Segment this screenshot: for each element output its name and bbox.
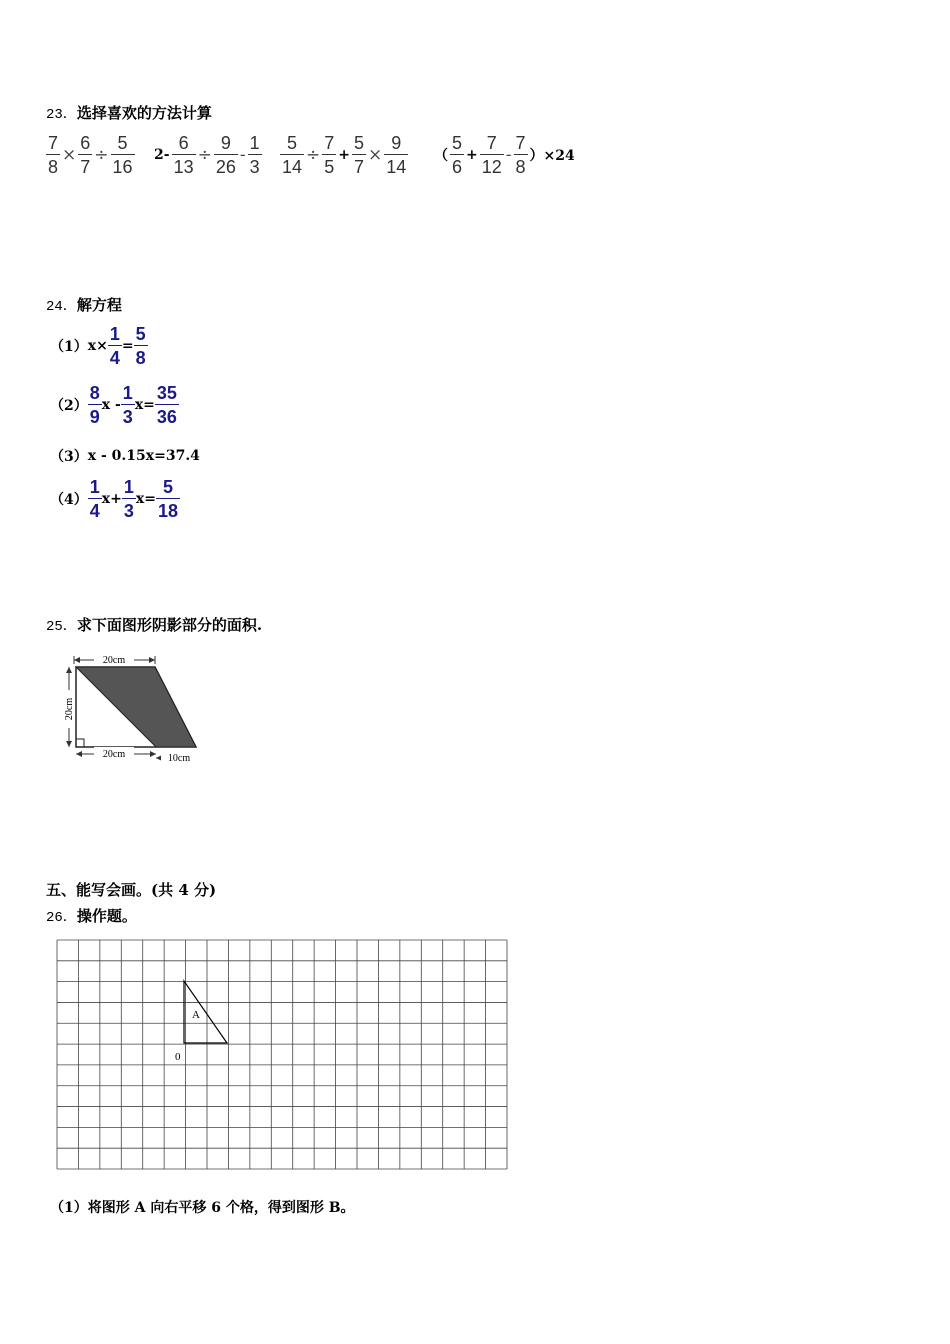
- origin-label: 0: [175, 1051, 181, 1063]
- equation-1: [50, 325, 148, 367]
- fraction: $\frac{35}{36}$: [156, 383, 177, 427]
- operator: ÷: [306, 145, 321, 165]
- equation-text: x=: [134, 397, 155, 413]
- q23-expr-3: [280, 134, 408, 176]
- equation-text: =: [121, 338, 134, 354]
- fraction: $\frac{1}{3}$: [123, 477, 134, 521]
- open-paren: （: [434, 148, 448, 164]
- q23-expr-4: [432, 134, 577, 176]
- q24-title: [46, 294, 122, 315]
- section-5-title: 五、能写会画。(共 4 分): [46, 881, 217, 899]
- fraction: $\frac{7}{5}$: [324, 133, 335, 177]
- q23-expr-2: [152, 134, 262, 176]
- equation-text: x×: [87, 338, 108, 354]
- fraction: $\frac{5}{6}$: [452, 133, 463, 177]
- equation-label: （3）: [50, 449, 88, 465]
- operator: +: [466, 147, 478, 163]
- fraction: $\frac{9}{14}$: [386, 133, 407, 177]
- operator: +: [338, 147, 351, 163]
- operator: ×: [368, 145, 383, 165]
- q26-number: 26．: [46, 910, 77, 926]
- equation-2: [50, 384, 179, 426]
- fraction: $\frac{7}{8}$: [515, 133, 526, 177]
- fraction: $\frac{5}{16}$: [112, 133, 133, 177]
- extension-length-label: 10cm: [167, 753, 191, 764]
- left-length-label: 20cm: [64, 697, 75, 721]
- fraction: $\frac{9}{26}$: [215, 133, 236, 177]
- expression-prefix: 2-: [154, 147, 170, 163]
- operator: ×: [62, 145, 77, 165]
- trapezoid-figure: [60, 650, 210, 768]
- q26-subquestion-1: （1）将图形 A 向右平移 6 个格，得到图形 B。: [50, 1200, 355, 1216]
- q26-text: 操作题。: [76, 907, 137, 925]
- fraction: $\frac{6}{13}$: [173, 133, 194, 177]
- q23-number: 23．: [46, 107, 77, 123]
- equation-text: x - 0.15x=37.4: [87, 448, 200, 464]
- equation-text: x+: [101, 491, 122, 507]
- top-length-label: 20cm: [102, 655, 126, 666]
- operator: -: [505, 145, 512, 165]
- fraction: $\frac{5}{7}$: [354, 133, 365, 177]
- equation-label: （2）: [50, 398, 88, 414]
- fraction: $\frac{5}{14}$: [282, 133, 303, 177]
- fraction: $\frac{1}{4}$: [89, 477, 100, 521]
- operator: ÷: [197, 145, 212, 165]
- equation-text: x=: [135, 491, 156, 507]
- grid-lines: [57, 940, 507, 1169]
- equation-label: （1）: [50, 339, 88, 355]
- q25-text: 求下面图形阴影部分的面积.: [76, 616, 263, 634]
- fraction: $\frac{8}{9}$: [89, 383, 100, 427]
- shape-a-triangle: [184, 981, 227, 1043]
- q23-expr-1: [46, 134, 135, 176]
- close-paren-multiplier: ）×24: [529, 148, 575, 164]
- shape-a-label: A: [192, 1009, 200, 1021]
- operator: -: [239, 145, 246, 165]
- equation-label: （4）: [50, 492, 88, 508]
- equation-4: [50, 478, 180, 520]
- equation-text: x -: [101, 397, 121, 413]
- fraction: $\frac{1}{3}$: [249, 133, 260, 177]
- q23-text: 选择喜欢的方法计算: [76, 104, 212, 122]
- q25-number: 25．: [46, 619, 77, 635]
- fraction: $\frac{5}{18}$: [157, 477, 178, 521]
- square-grid: [56, 939, 508, 1170]
- bottom-length-label: 20cm: [102, 749, 126, 760]
- fraction: $\frac{5}{8}$: [135, 324, 146, 368]
- equation-3: [50, 446, 200, 466]
- q24-number: 24．: [46, 299, 77, 315]
- fraction: $\frac{1}{4}$: [109, 324, 120, 368]
- fraction: $\frac{7}{12}$: [481, 133, 502, 177]
- operator: ÷: [94, 145, 109, 165]
- q23-title: [46, 102, 212, 123]
- fraction: $\frac{1}{3}$: [122, 383, 133, 427]
- q26-title: [46, 905, 137, 926]
- q24-text: 解方程: [76, 296, 122, 314]
- q25-title: [46, 614, 262, 635]
- fraction: $\frac{6}{7}$: [80, 133, 91, 177]
- fraction: $\frac{7}{8}$: [48, 133, 59, 177]
